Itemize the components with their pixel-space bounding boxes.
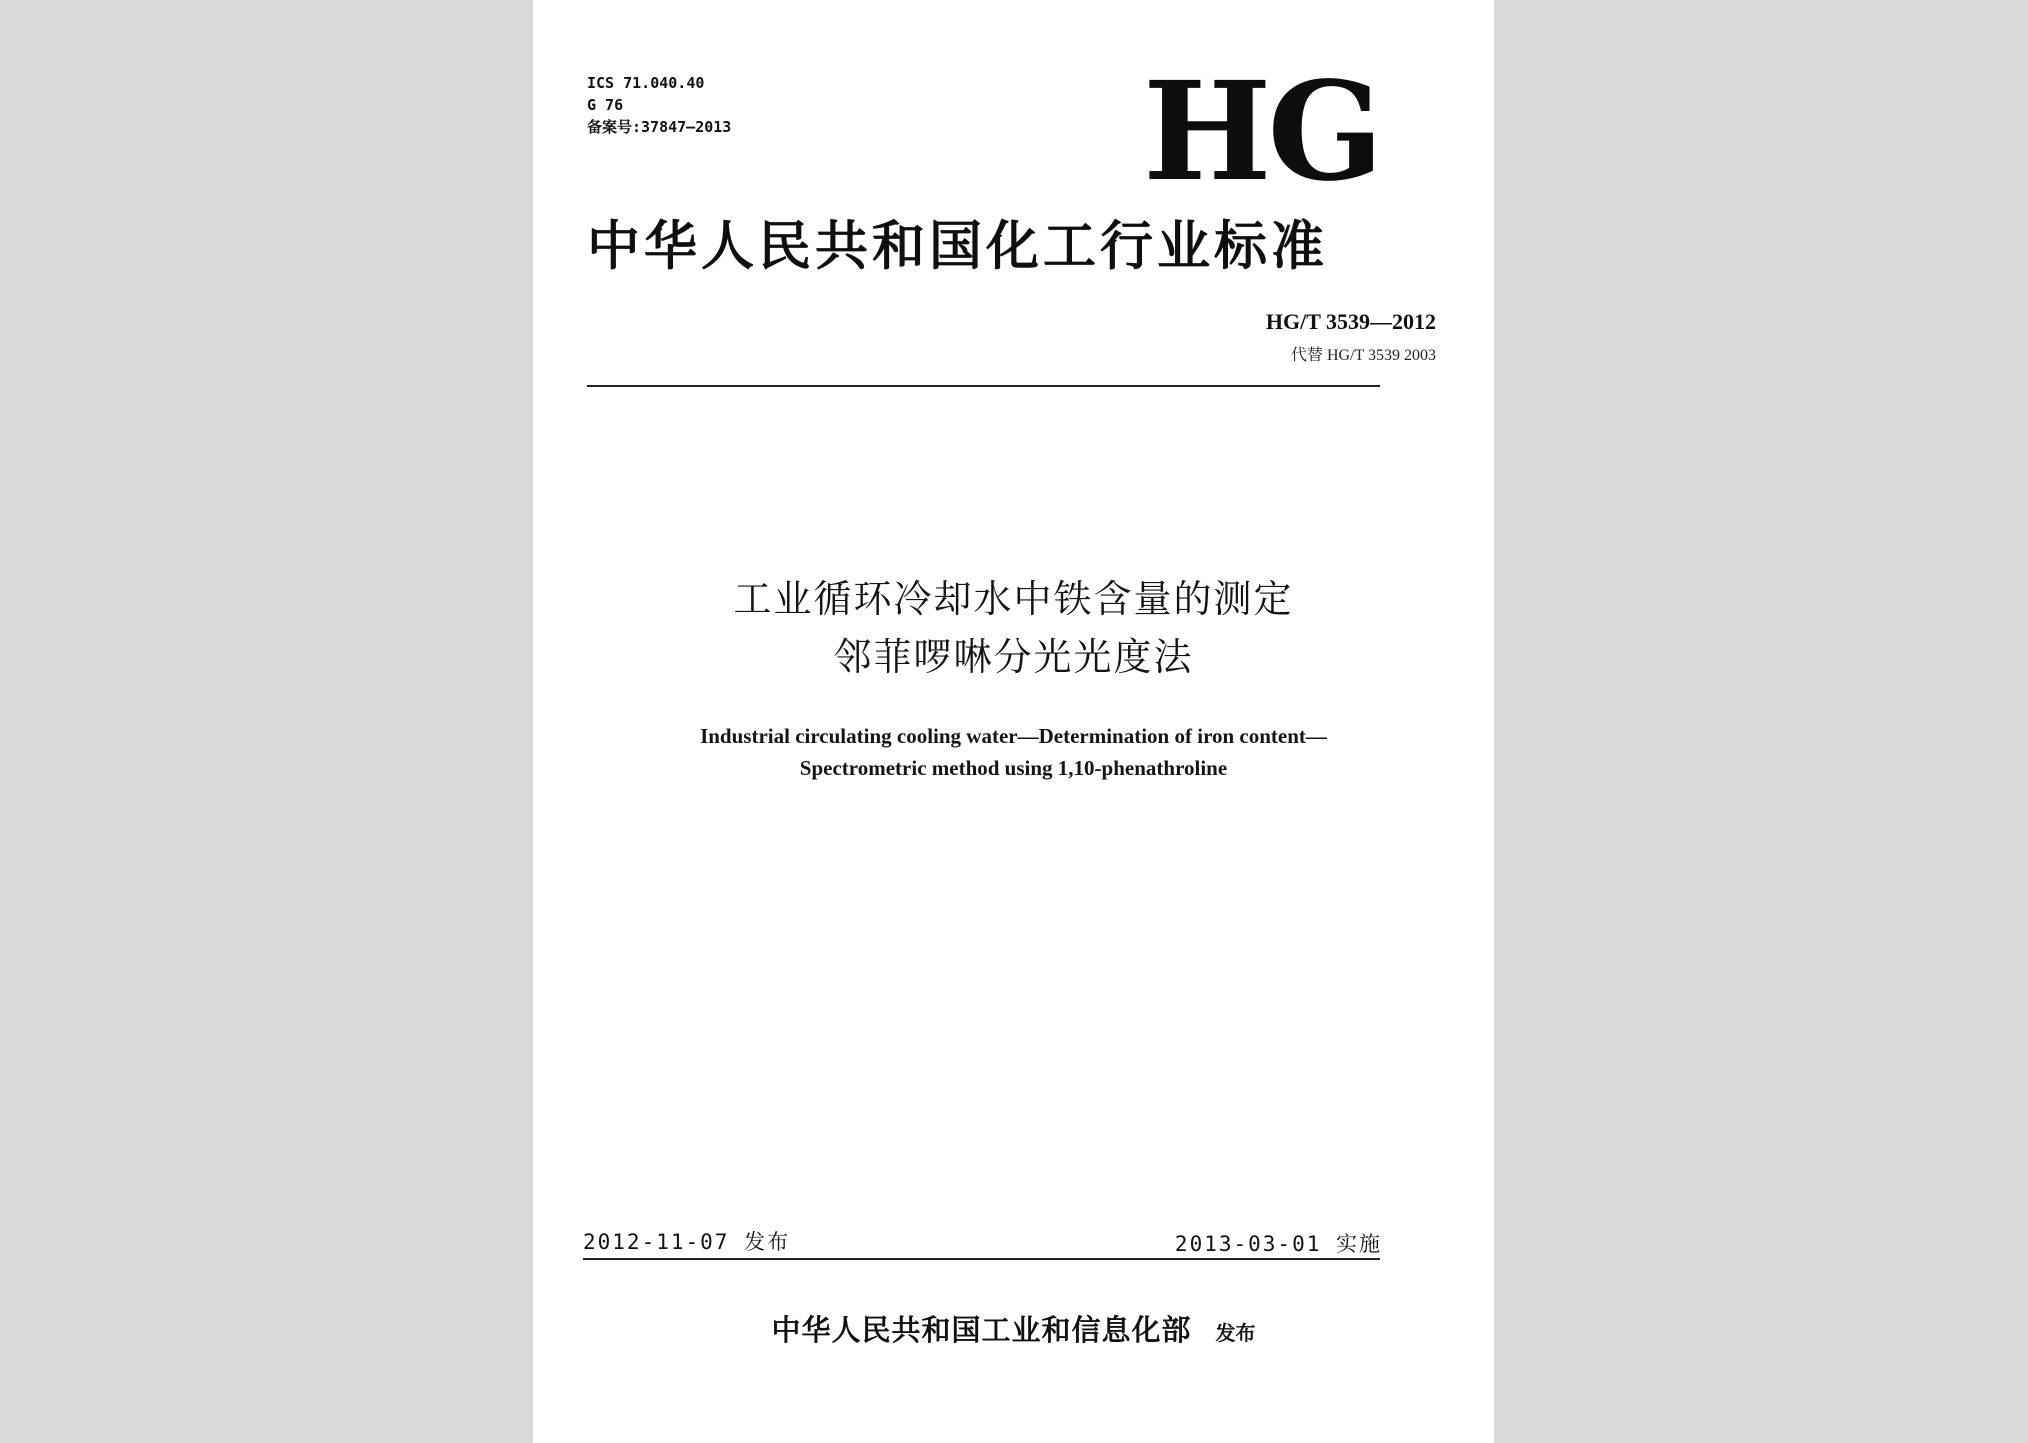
publisher-name: 中华人民共和国工业和信息化部 xyxy=(771,1313,1192,1347)
standard-title: 中华人民共和国化工行业标准 xyxy=(587,215,1328,277)
hg-logo: HG xyxy=(1143,52,1380,212)
document-meta xyxy=(587,72,731,138)
replaces-standard: 代替 HG/T 3539 2003 xyxy=(1290,347,1436,364)
classification-code: G 76 xyxy=(587,96,624,114)
english-title-line1: Industrial circulating cooling water—Determination of iron content— xyxy=(700,724,1327,748)
publisher-suffix: 发布 xyxy=(1215,1321,1256,1345)
footer-divider xyxy=(583,1258,1380,1260)
implementation-date: 2013-03-01 实施 xyxy=(1174,1232,1382,1256)
chinese-title-line2: 邻菲啰啉分光光度法 xyxy=(833,635,1194,679)
publisher xyxy=(533,1308,1494,1349)
ics-code: ICS 71.040.40 xyxy=(587,74,705,92)
document-page xyxy=(533,0,1494,1443)
issue-date: 2012-11-07 发布 xyxy=(583,1230,791,1254)
header-divider xyxy=(587,385,1380,387)
chinese-title-line1: 工业循环冷却水中铁含量的测定 xyxy=(733,577,1294,621)
standard-number: HG/T 3539—2012 xyxy=(1265,309,1436,334)
english-title-line2: Spectrometric method using 1,10-phenathroline xyxy=(799,756,1228,780)
record-number: 备案号:37847—2013 xyxy=(587,118,732,136)
